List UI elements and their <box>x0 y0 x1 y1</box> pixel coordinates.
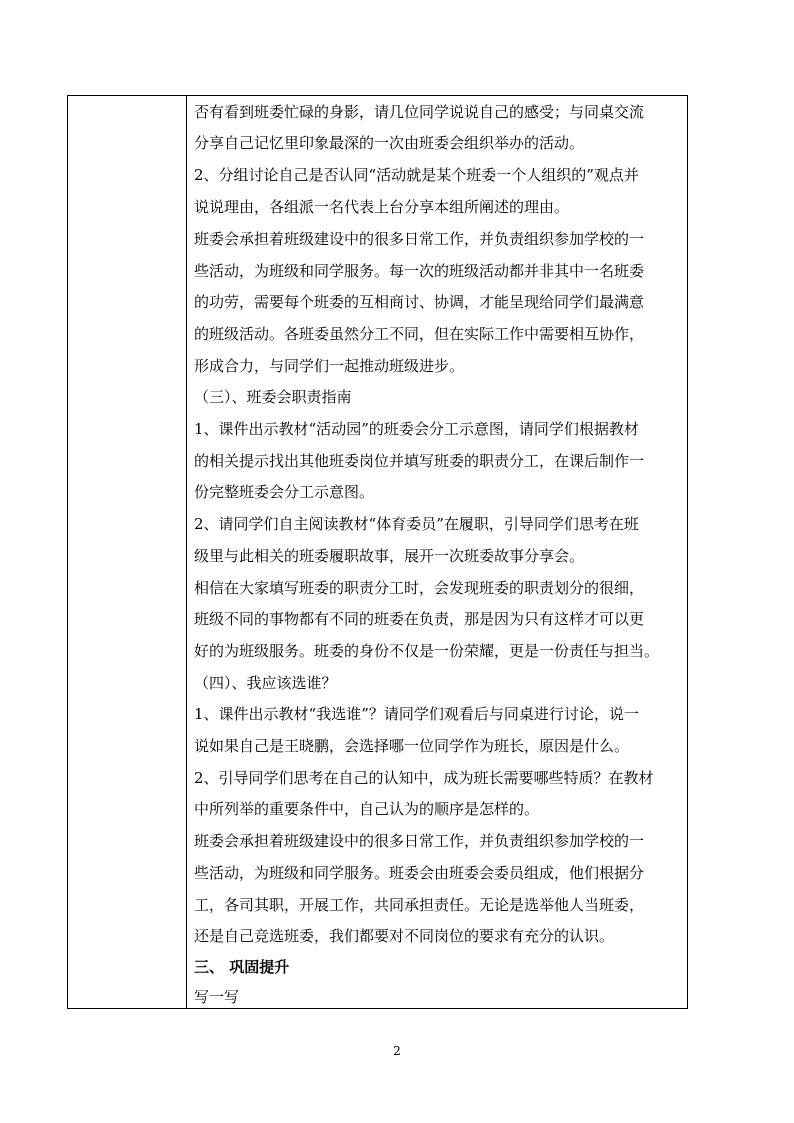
content-line: 写一写 <box>194 988 240 1006</box>
content-line: 些活动，为班级和同学服务。每一次的班级活动都并非其中一名班委 <box>194 262 645 280</box>
content-line: 说说理由，各组派一名代表上台分享本组所阐述的理由。 <box>194 198 570 216</box>
content-line: 否有看到班委忙碌的身影，请几位同学说说自己的感受；与同桌交流 <box>194 103 645 121</box>
content-line: 好的为班级服务。班委的身份不仅是一份荣耀，更是一份责任与担当。 <box>194 642 660 660</box>
content-line: 相信在大家填写班委的职责分工时，会发现班委的职责划分的很细， <box>194 579 645 597</box>
section-heading-bold: 三、 巩固提升 <box>194 958 290 976</box>
content-line: 班委会承担着班级建设中的很多日常工作，并负责组织参加学校的一 <box>194 230 645 248</box>
content-line: 2、请同学们自主阅读教材“体育委员”在履职，引导同学们思考在班 <box>194 515 639 533</box>
lesson-plan-table <box>67 95 688 1009</box>
content-line: 说如果自己是王晓鹏，会选择哪一位同学作为班长，原因是什么。 <box>194 737 630 755</box>
section-heading: （四）、我应该选谁？ <box>194 674 337 692</box>
content-line: 班级不同的事物都有不同的班委在负责，那是因为只有这样才可以更 <box>194 610 645 628</box>
content-line: 分享自己记忆里印象最深的一次由班委会组织举办的活动。 <box>194 134 585 152</box>
section-heading: （三）、班委会职责指南 <box>194 388 352 406</box>
table-left-column <box>68 96 187 1008</box>
content-line: 的相关提示找出其他班委岗位并填写班委的职责分工，在课后制作一 <box>194 452 645 470</box>
content-line: 1、课件出示教材“我选谁”？请同学们观看后与同桌进行讨论，说一 <box>194 705 639 723</box>
content-line: 工，各司其职，开展工作，共同承担责任。无论是选举他人当班委， <box>194 896 645 914</box>
table-content-cell <box>188 96 688 1008</box>
content-line: 份完整班委会分工示意图。 <box>194 483 375 501</box>
content-line: 些活动，为班级和同学服务。班委会由班委会委员组成，他们根据分 <box>194 864 645 882</box>
content-line: 1、课件出示教材“活动园”的班委会分工示意图，请同学们根据教材 <box>194 420 639 438</box>
page-number: 2 <box>393 1044 401 1058</box>
content-line: 级里与此相关的班委履职故事，展开一次班委故事分享会。 <box>194 547 585 565</box>
content-line: 的班级活动。各班委虽然分工不同，但在实际工作中需要相互协作， <box>194 325 645 343</box>
content-line: 班委会承担着班级建设中的很多日常工作，并负责组织参加学校的一 <box>194 832 645 850</box>
content-line: 的功劳，需要每个班委的互相商讨、协调，才能呈现给同学们最满意 <box>194 293 645 311</box>
content-line: 还是自己竞选班委，我们都要对不同岗位的要求有充分的认识。 <box>194 927 615 945</box>
content-line: 中所列举的重要条件中，自己认为的顺序是怎样的。 <box>194 800 540 818</box>
content-line: 2、引导同学们思考在自己的认知中，成为班长需要哪些特质？在教材 <box>194 769 654 787</box>
content-line: 形成合力，与同学们一起推动班级进步。 <box>194 357 465 375</box>
content-line: 2、分组讨论自己是否认同“活动就是某个班委一个人组织的”观点并 <box>194 166 639 184</box>
